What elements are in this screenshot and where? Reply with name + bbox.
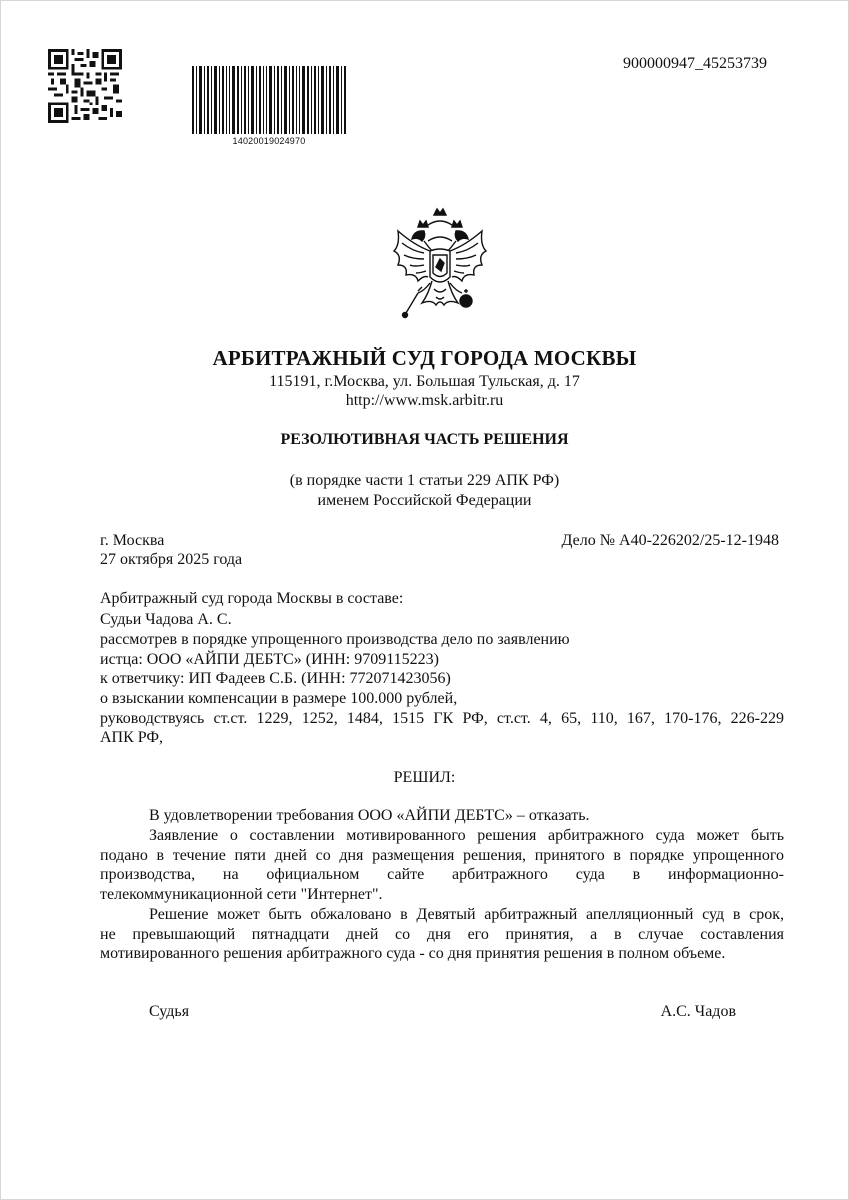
intro-line: Арбитражный суд города Москвы в составе: bbox=[100, 590, 404, 607]
defendant-line: к ответчику: ИП Фадеев С.Б. (ИНН: 772071423056) bbox=[100, 670, 451, 687]
decision-paragraph: производства, на официальном сайте арбитражного суда в информационно- bbox=[100, 866, 784, 883]
court-address: 115191, г.Москва, ул. Большая Тульская, д. 17 bbox=[269, 373, 580, 390]
decision-heading: РЕШИЛ: bbox=[393, 769, 456, 786]
decision-paragraph: телекоммуникационной сети "Интернет". bbox=[100, 886, 383, 903]
legal-basis-line: руководствуясь ст.ст. 1229, 1252, 1484, 1515 ГК РФ, ст.ст. 4, 65, 110, 167, 170-176, 226-229 bbox=[100, 710, 784, 727]
decision-paragraph: мотивированного решения арбитражного суда - со дня принятия решения в полном объеме. bbox=[100, 945, 726, 962]
judge-name: А.С. Чадов bbox=[660, 1003, 736, 1020]
decision-paragraph: не превышающий пятнадцати дней со дня его принятия, а в случае составления bbox=[100, 926, 784, 943]
barcode-number: 14020019024970 bbox=[232, 136, 306, 146]
claim-line: о взыскании компенсации в размере 100.000 рублей, bbox=[100, 690, 458, 707]
barcode bbox=[192, 66, 346, 134]
case-number: Дело № А40-226202/25-12-1948 bbox=[561, 532, 779, 549]
court-name: АРБИТРАЖНЫЙ СУД ГОРОДА МОСКВЫ bbox=[212, 346, 637, 370]
city: г. Москва bbox=[100, 532, 165, 549]
judge-label: Судья bbox=[149, 1003, 190, 1020]
intro-line: Судьи Чадова А. С. bbox=[100, 611, 232, 628]
procedure-note: (в порядке части 1 статьи 229 АПК РФ) bbox=[289, 472, 560, 489]
document-title: РЕЗОЛЮТИВНАЯ ЧАСТЬ РЕШЕНИЯ bbox=[280, 431, 569, 448]
intro-line: рассмотрев в порядке упрощенного производства дело по заявлению bbox=[100, 631, 570, 648]
decision-paragraph: Заявление о составлении мотивированного решения арбитражного суда может быть bbox=[149, 827, 784, 844]
qr-code bbox=[48, 48, 122, 124]
decision-paragraph: подано в течение пяти дней со дня размещения решения, принятого в порядке упрощенного bbox=[100, 847, 784, 864]
court-url[interactable]: http://www.msk.arbitr.ru bbox=[345, 392, 504, 409]
decision-paragraph: В удовлетворении требования ООО «АЙПИ ДЕБТС» – отказать. bbox=[149, 807, 590, 824]
russian-coat-of-arms-icon bbox=[384, 205, 496, 327]
decision-date: 27 октября 2025 года bbox=[100, 551, 243, 568]
plaintiff-line: истца: ООО «АЙПИ ДЕБТС» (ИНН: 9709115223) bbox=[100, 651, 439, 668]
decision-paragraph: Решение может быть обжаловано в Девятый арбитражный апелляционный суд в срок, bbox=[149, 906, 784, 923]
legal-basis-line: АПК РФ, bbox=[100, 729, 164, 746]
document-id: 900000947_45253739 bbox=[623, 55, 767, 72]
procedure-authority: именем Российской Федерации bbox=[317, 492, 532, 509]
